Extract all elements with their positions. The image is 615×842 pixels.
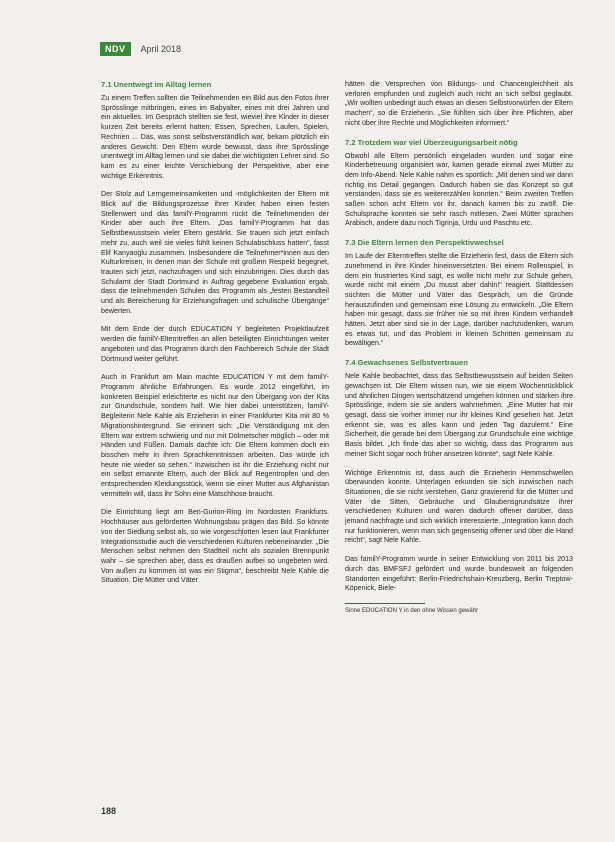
journal-badge: NDV (100, 42, 131, 56)
section-heading-7-1: 7.1 Unentwegt im Alltag lernen (101, 80, 212, 89)
paragraph: Nele Kahle beobachtet, dass das Selbstbewusstsein auf beiden Seiten gewachsen ist. Die Eltern wissen nun, wie sie einem Wochenrückblick und ähnlichen Dingen wertschätzend umgehen können und stärken ihre Sprösslinge, indem sie sie anders wahrnehmen. „Eine Mutter hat mir gesagt, dass sie vorher immer nur ihr kleines Kind gesehen hat. Jetzt erkennt sie, was es alles kann und jeden Tag dazulernt.“ Eine Sicherheit, die gerade bei dem Übergang zur Grundschule eine wichtige Basis bildet. „Ich finde das aber so wichtig, dass das Programm aus meiner Sicht sogar noch früher ansetzen könnte“, sagt Nele Kahle. (345, 372, 573, 458)
paragraph: Wichtige Erkenntnis ist, dass auch die Erzieherin Hemmschwellen überwunden konnte. Unterlagen erkunden sie sich inzwischen nach Situationen, die sie nicht verstehen. Ganz gravierend für die Mütter und Väter die Sitten, Gebräuche und Glaubensgrundsätze ihrer verschiedenen Kulturen und waren dadurch offener darüber, dass jemand nachfragte und sich wirklich interessierte. „Integration kann doch nur funktionieren, wenn man sich gegenseitig offener und über die Hand reicht“, sagt Nele Kahle. (345, 468, 573, 545)
issue-date: April 2018 (140, 44, 182, 54)
paragraph: Der Stolz auf Lerngemeinsamkeiten und -möglichkeiten der Eltern mit Blick auf die Bildungsprozesse ihrer Kinder haben einen festen Stellenwert und das familY-Programm rückt die Teilnehmenden der Kinder aber auch ihre Eltern. „Das familY-Programm hat das Selbstbewusstsein vieler Eltern gestärkt. Sie trauen sich jetzt einfach mehr zu, auch weil sie vieles fühlt keinen Schulabschluss hatten“, fasst Elif Kanyaoglu zusammen. Insbesondere die Teilnehmer*innen aus den Kulturkreisen, in denen man der Schule mit großem Respekt begegnet, trauten sich jetzt, nachzufragen und sich einzubringen. Dies durch das Schulamt der Stadt Dortmund in Auftrag gegebene Evaluation ergab, dass die teilnehmenden Schulen das Programm als „festen Bestandteil und als Bereicherung für Erziehungsfragen und schulische Übergänge“ bewerten. (101, 190, 329, 315)
left-column (101, 80, 329, 595)
section-heading-7-2: 7.2 Trotzdem war viel Überzeugungsarbeit nötig (345, 137, 518, 147)
paragraph: Das familY-Programm wurde in seiner Entwicklung von 2011 bis 2013 durch das BMFSFJ gefördert und wurde bundesweit an folgenden Standorten eingeführt: Berlin-Friedrichshain-Kreuzberg, Berlin Treptow-Köpenick, Biele- (345, 555, 573, 593)
section-heading-7-4: 7.4 Gewachsenes Selbstvertrauen (345, 358, 468, 368)
paragraph: Obwohl alle Eltern persönlich eingeladen wurden und sogar eine Kinderbetreuung organisiert war, kamen gerade einmal zwei Mütter zu dem Info-Abend. Nele Kahle nahm es sportlich: „Mit denen sind wir dann richtig ins Detail gegangen. Dadurch haben sie das Konzept so gut verstanden, dass sie es weitererzählen konnten.“ Beim zweiten Treffen saßen schon acht Eltern vor ihr, danach kamen bis zu zwölf. Die Schulsprache konnten sie sehr rasch mitlesen. Zwei Mütter sprachen Arabisch, andere dazu noch Tigrinja, Urdu und Paschtu etc. (345, 151, 573, 228)
paragraph: Die Einrichtung liegt am Ben-Gurion-Ring im Nordosten Frankfurts. Hochhäuser aus geförderten Wohnungsbau prägen das Bild. So könnte von der Siedlung selbst als, so wie vorgeschlotten lesen laut Frankfurter Integrationsstudie auch die verschiedenen Kulturen nebeneinander. „Die Menschen selbst nehmen den Stadtteil nicht als sozialen Brennpunkt wahr – sie sprechen aber, dass es draußen aufbei so ungebeten wird. Von außen zu kommen ist was ein Stigma“, beschreibt Nele Kahle die Situation. Die Mütter und Väter (101, 508, 329, 585)
paragraph: hätten die Versprechen von Bildungs- und Chancengleichheit als verloren empfunden und zugleich auch nicht an sich selbst geglaubt. „Wir wollten unbedingt auch etwas an diesen Selbstvorwürfen der Eltern machen“, so die Erzieherin. „Sie fühlten sich über ihre Pflichten, aber nicht über ihre Rechte und Möglichkeiten informiert.“ (345, 80, 573, 127)
page-header (100, 42, 181, 56)
right-column (345, 80, 573, 615)
section-heading-7-3: 7.3 Die Eltern lernen den Perspektivwechsel (345, 238, 504, 248)
page-number: 188 (101, 806, 117, 816)
paragraph: Im Laufe der Elterntreffen stellte die Erzieherin fest, dass die Eltern sich zunehmend in ihre Kinder hineinversetzten. Bei einem Rollenspiel, in dem ein frustriertes Kind sagt, es wolle nicht mehr zur Schule gehen, wurde nicht mit einem „Du musst aber dahin!“ reagiert. Stattdessen suchten die Mütter und Väter das Gespräch, um die Gründe herauszufinden und gemeinsam eine Lösung zu entwickeln. „Die Eltern haben mir gesagt, dass sie früher nie so mit ihren Kindern verhandelt hätten. Jetzt aber sind sie in der Lage, darüber nachzudenken, warum es etwas tut, und das Problem in kleinen Schritten gemeinsam zu bewältigen.“ (345, 252, 573, 348)
paragraph: Auch in Frankfurt am Main machte EDUCATION Y mit dem familY-Programm ähnliche Erfahrungen. Es wurde 2012 eingeführt, im konkreten Beispiel erleichterte es nicht nur den Übergang von der Kita zur Grundschule, sondern half. Wie hier dabei unterstützen, familY-Begleiterin Nele Kahle als Erzieherin in einer Frankfurter Kita mit 80 % Migrationshintergrund. Sie erinnert sich: „Die Verständigung mit den Eltern war extrem schwierig und nur mit Dolmetscher möglich – oder mit Händen und Füßen. Damals dachte ich: Die Eltern kommen doch ein bisschen mehr in ihren Sprachkenntnissen arbeiten. Das würde ich heute nie wieder so sehen.“ Inzwischen ist ihr die Erziehung nicht nur ein selbst ernannte Eltern, auch der Blick auf Regentropfen und den entsprechenden Kleidungsstück, wenn sie einer Mutter aus Afghanistan vermitteln will, dass ihr Sohn eine Matschhose braucht. (101, 373, 329, 498)
footnote: Sinne EDUCATION Y in den ohne Wissen gewähr (345, 607, 479, 614)
paragraph: Mit dem Ende der durch EDUCATION Y begleiteten Projektlaufzeit werden die familY-Elterntreffen an allen beteiligten Einrichtungen weiter angeboten und das Programm durch den Fachbereich Schule der Stadt Dortmund weiter geführt. (101, 325, 329, 363)
paragraph: Zu einem Treffen sollten die Teilnehmenden ein Bild aus den Fotos ihrer Sprösslinge mitbringen, eines im Babyalter, eines mit drei Jahren und ein aktuelles. Im Gespräch stellten sie fest, wieviel ihre Kinder in dieser kurzen Zeit bereits erlernt hatten: Essen, Sprechen, Laufen, Spielen, Rechnen ... Das, was sonst selbstverständlich war, bekam plötzlich ein anderes Gewicht. Den Eltern wurde bewusst, dass ihre Sprösslinge unentwegt im Alltag lernen und sie dabei die wichtigsten Lehrer sind. So kam es zu einer leichte Verschiebung der Perspektive, aber eine wichtige Erkenntnis. (101, 94, 329, 180)
footnote-divider (345, 603, 425, 604)
